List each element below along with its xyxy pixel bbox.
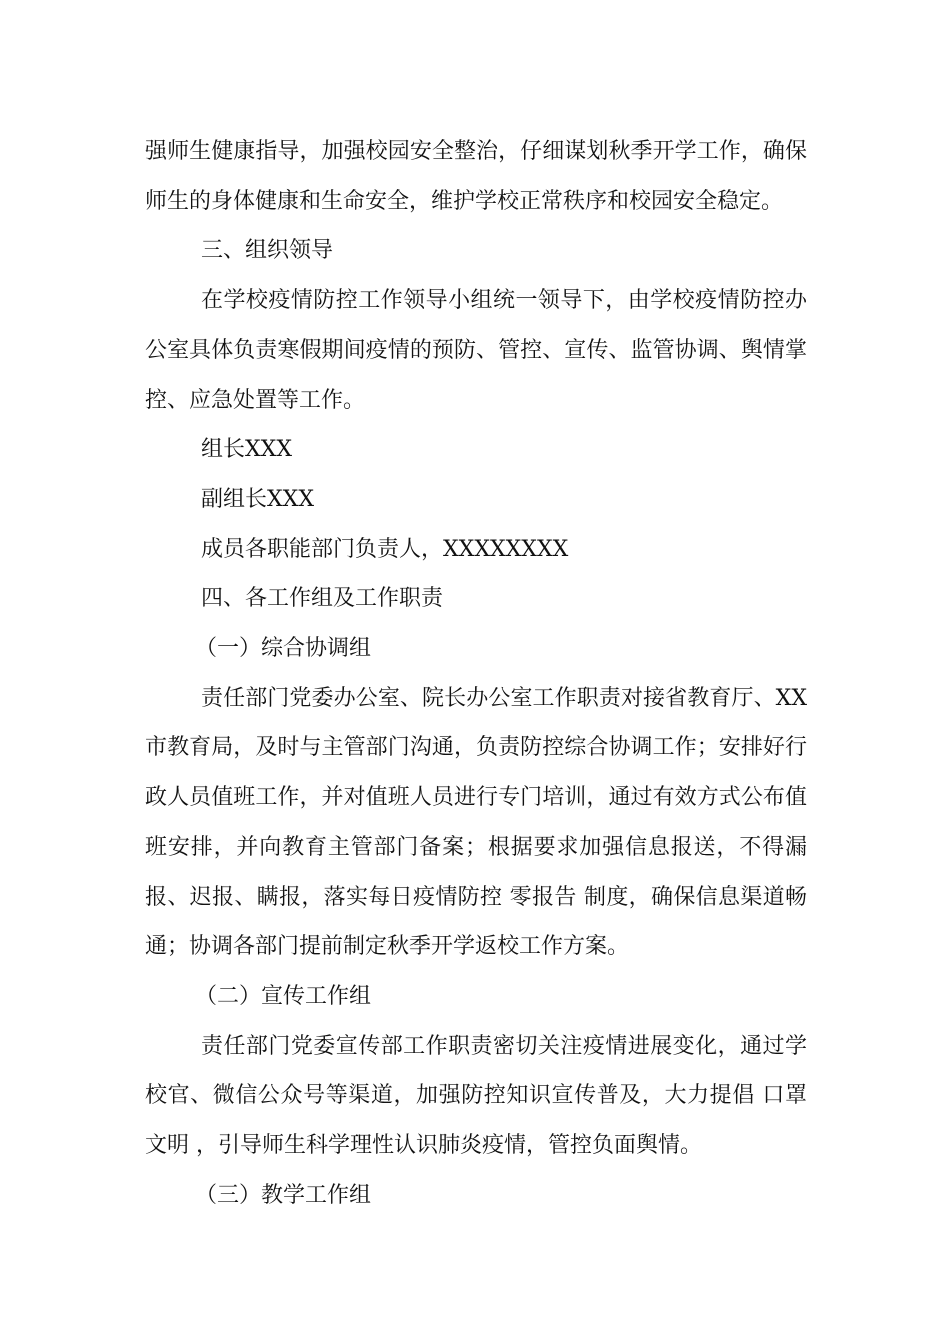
paragraph-continuation: 强师生健康指导，加强校园安全整治，仔细谋划秋季开学工作，确保师生的身体健康和生命安全，维护学校正常秩序和校园安全稳定。	[145, 139, 807, 214]
section-heading-workgroups: 四、各工作组及工作职责	[201, 586, 444, 612]
subsection-heading-teaching: （三）教学工作组	[195, 1182, 372, 1208]
document-body	[145, 127, 807, 1220]
members-line: 成员各职能部门负责人，XXXXXXXX	[201, 536, 569, 562]
subsection-heading-publicity: （二）宣传工作组	[195, 983, 372, 1009]
deputy-leader-line: 副组长XXX	[201, 486, 314, 512]
subsection-heading-coordination: （一）综合协调组	[195, 636, 372, 662]
section-heading-organization: 三、组织领导	[201, 238, 334, 264]
paragraph-coordination: 责任部门党委办公室、院长办公室工作职责对接省教育厅、XX市教育局，及时与主管部门沟通，负责防控综合协调工作；安排好行政人员值班工作，并对值班人员进行专门培训，通过有效方式公布值班安排，并向教育主管部门备案；根据要求加强信息报送，不得漏报、迟报、瞒报，落实每日疫情防控 零报告 制度，确保信息渠道畅通；协调各部门提前制定秋季开学返校工作方案。	[145, 685, 807, 960]
leader-line: 组长XXX	[201, 437, 292, 463]
paragraph-organization: 在学校疫情防控工作领导小组统一领导下，由学校疫情防控办公室具体负责寒假期间疫情的预防、管控、宣传、监管协调、舆情掌控、应急处置等工作。	[145, 288, 807, 413]
paragraph-publicity: 责任部门党委宣传部工作职责密切关注疫情进展变化，通过学校官、微信公众号等渠道，加强防控知识宣传普及，大力提倡 口罩文明 ，引导师生科学理性认识肺炎疫情，管控负面舆情。	[145, 1033, 807, 1159]
